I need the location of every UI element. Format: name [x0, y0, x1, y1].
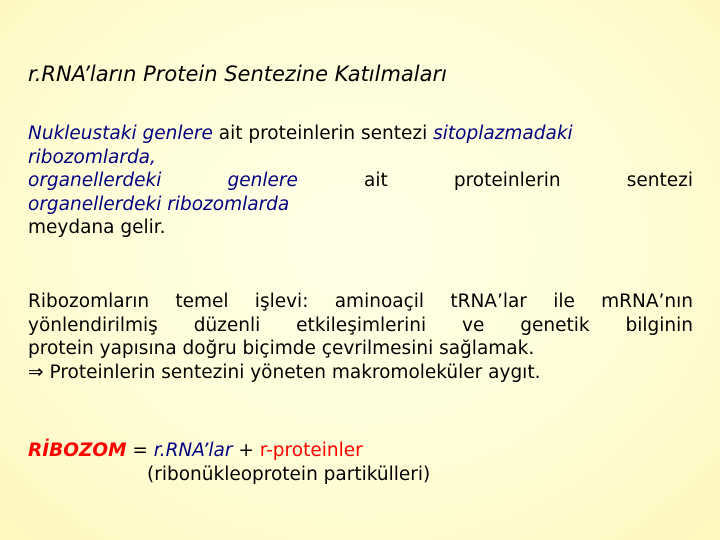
- paragraph-protein-synthesis-sites: [28, 122, 693, 240]
- plus-sign: +: [232, 440, 260, 461]
- slide-title: r.RNA’ların Protein Sentezine Katılmaları: [28, 62, 447, 86]
- nucleus-genes-text: Nukleustaki genlere: [28, 123, 213, 144]
- ribosome-term: RİBOZOM: [28, 440, 127, 461]
- para2-line1: Ribozomların temel işlevi: aminoaçil tRNA’lar ile mRNA’nın: [28, 291, 693, 312]
- para2-line2: yönlendirilmiş düzenli etkileşimlerini ve genetik bilginin: [28, 314, 693, 336]
- para1-line2: ribozomlarda,: [28, 146, 156, 168]
- word-genlere: genlere: [227, 170, 298, 191]
- word-organellerdeki: organellerdeki: [28, 170, 162, 191]
- word-sentezi: sentezi: [626, 170, 693, 191]
- para1-line3: [28, 169, 693, 193]
- equals-sign: =: [126, 440, 154, 461]
- definition-line2: (ribonükleoprotein partikülleri): [147, 463, 431, 485]
- para1-line1: [28, 122, 693, 146]
- para1-line1-mid: ait proteinlerin sentezi: [212, 123, 434, 144]
- para2-line4-text: Proteinlerin sentezini yöneten makromoleküler aygıt.: [49, 361, 541, 383]
- para1-line5: meydana gelir.: [28, 217, 166, 238]
- para2-line4: [28, 361, 693, 385]
- rrna-term: r.RNA’lar: [153, 440, 233, 461]
- cytoplasm-text: sitoplazmadaki: [433, 123, 573, 144]
- para2-line3: protein yapısına doğru biçimde çevrilmesini sağlamak.: [28, 338, 535, 359]
- implies-arrow-icon: ⇒: [28, 361, 44, 383]
- word-proteinlerin: proteinlerin: [453, 170, 561, 191]
- definition-line1: [28, 439, 430, 463]
- paragraph-ribosome-function: [28, 290, 693, 384]
- ribosome-definition: [28, 439, 430, 486]
- rprotein-term: r-proteinler: [259, 440, 363, 461]
- word-ait: ait: [363, 170, 388, 191]
- para1-line4: organellerdeki ribozomlarda: [28, 193, 290, 215]
